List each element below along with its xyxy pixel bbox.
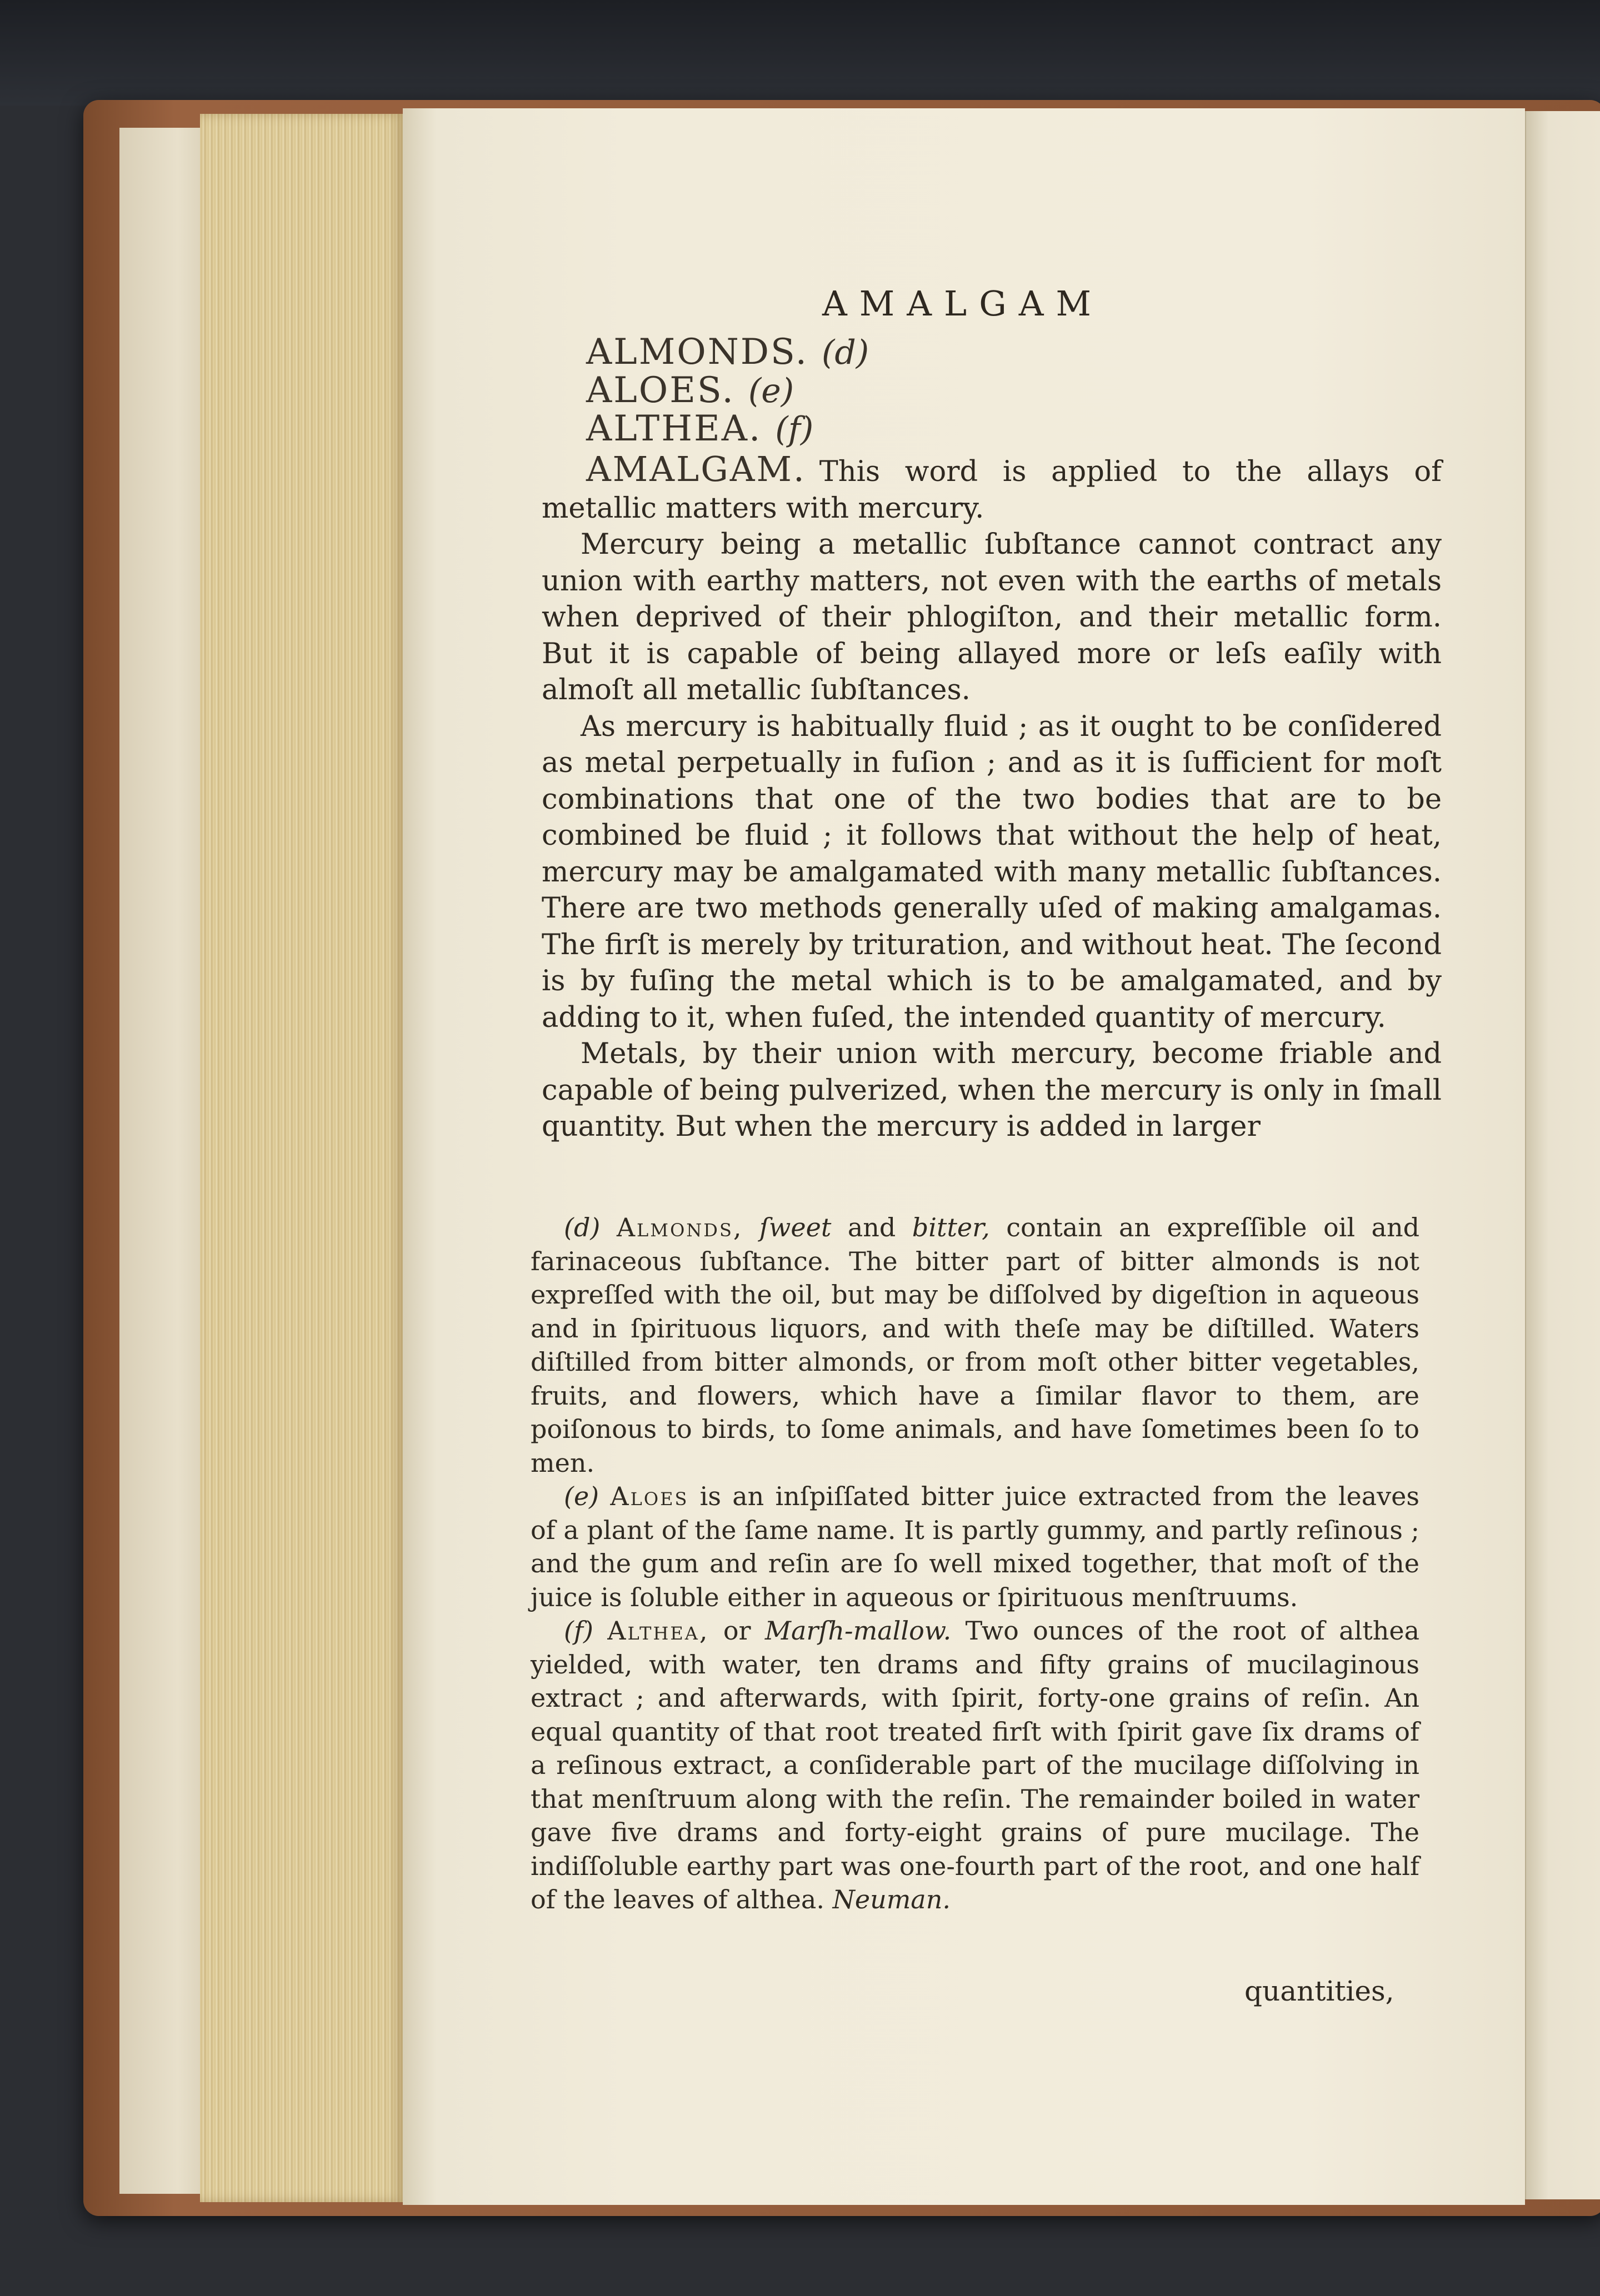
paragraph: As mercury is habitually fluid ; as it ought to be conſidered as metal perpetually in fuſion ; and as it is ſufficient for moſt combinations that one of the two bodies that are to be combined be fluid ; it follows that without the help of heat, mercury may be amalgamated with many metallic ſubſtances. There are two methods generally uſed of making amalgamas. The firſt is merely by trituration, and without heat. The ſecond is by fuſing the metal which is to be amalgamated, and by adding to it, when fuſed, the intended quantity of mercury. [542,710,1442,1034]
entry-word: ALMONDS. [586,332,808,373]
footnote-d [531,1211,1419,1480]
entry-word: ALTHEA. [586,408,762,449]
footnotes [531,1211,1419,1917]
footnote-italic: bitter, [912,1212,990,1242]
running-head: AMALGAM [822,283,1103,324]
footnote-f [531,1614,1419,1917]
background [0,0,1600,106]
facing-page [1525,111,1600,2199]
entry-amalgam: AMALGAM. [586,449,806,489]
footnote-text: Two ounces of the root of althea yielded, with water, ten drams and fifty grains of mucilaginous extract ; and afterwards, with ſpirit, forty-one grains of reſin. An equal quantity of that root treated firſt with ſpirit gave ſix drams of a reſinous extract, a conſiderable part of the mucilage diſſolving in that menſtruum along with the reſin. The remainder boiled in water gave five drams and forty-eight grains of pure mucilage. The indiſſoluble earthy part was one-fourth part of the root, and one half of the leaves of althea. [531,1616,1419,1914]
entry-althea [586,410,869,448]
footnote-text: is an inſpiſſated bitter juice extracted from the leaves of a plant of the ſame name. It is partly gummy, and partly reſinous ; and the gum and reſin are ſo well mixed together, that moſt of the juice is ſoluble either in aqueous or ſpirituous menſtruums. [531,1481,1419,1612]
footnote-head: Almonds, [616,1212,743,1242]
entry-list [586,333,869,448]
body-text [542,451,1442,1145]
footnote-mark: (f) [564,1616,593,1646]
footnote-ref: (d) [821,333,869,372]
catchword: quantities, [1244,1975,1394,2007]
footnote-text: or [723,1616,751,1646]
footnote-ref: (f) [775,410,814,449]
footnote-text: and [847,1212,896,1242]
paragraph-amalgam [542,451,1442,527]
page-edges [200,114,403,2202]
footnote-head: Althea, [607,1616,709,1646]
footnote-attribution: Neuman. [832,1884,951,1914]
footnote-ref: (e) [748,372,794,410]
footnote-e [531,1480,1419,1614]
entry-aloes [586,372,869,410]
paragraph: Metals, by their union with mercury, become friable and capable of being pulverized, when the mercury is only in ſmall quantity. But when the mercury is added in larger [542,1037,1442,1143]
entry-almonds [586,333,869,372]
footnote-mark: (d) [564,1212,601,1242]
footnote-italic: Marſh-mallow. [764,1616,952,1646]
paragraph-text: This word is applied to the allays of metallic matters with mercury. [542,455,1442,525]
entry-word: ALOES. [586,370,735,411]
paragraph: Mercury being a metallic ſubſtance cannot contract any union with earthy matters, not even with the earths of metals when deprived of their phlogiſton, and their metallic form. But it is capable of being allayed more or leſs eaſily with almoſt all metallic ſubſtances. [542,528,1442,706]
footnote-italic: ſweet [759,1212,832,1242]
footnote-text: contain an expreſſible oil and farinaceous ſubſtance. The bitter part of bitter almonds is not expreſſed with the oil, but may be diſſolved by digeſtion in aqueous and in ſpirituous liquors, and with theſe may be diſtilled. Waters diſtilled from bitter almonds, or from moſt other bitter vegetables, fruits, and flowers, which have a ſimilar flavor to them, are poiſonous to birds, to ſome animals, and have ſometimes been ſo to men. [531,1212,1420,1478]
footnote-mark: (e) [564,1481,599,1511]
footnote-head: Aloes [610,1481,689,1511]
